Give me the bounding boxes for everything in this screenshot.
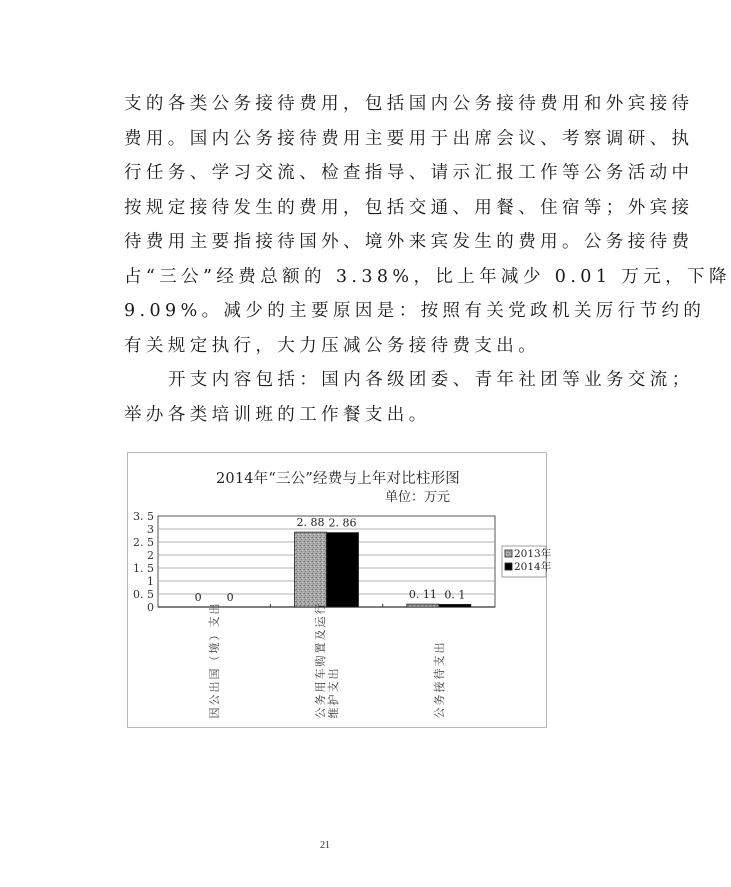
y-tick-label: 1 [147,575,154,588]
category-label [207,604,221,719]
category-label-char: 购 [314,655,327,667]
category-label-char: 出 [432,642,446,654]
category-label [313,604,340,719]
category-label-char: 置 [314,642,327,654]
category-label-char: 因 [208,707,222,719]
legend-swatch-2014 [505,563,512,570]
text-line: 待费用主要指接待国外、境外来宾发生的费用。公务接待费 [124,232,694,252]
paragraph [124,87,731,363]
bar-2014 [439,604,471,607]
bar-2013 [407,604,439,607]
category-label-char: 出 [327,668,340,680]
data-label: 0. 11 [408,588,437,602]
category-label-char: 用 [314,681,327,693]
category-label-char: 运 [314,616,327,628]
category-label-char: 出 [208,681,222,693]
category-label-char: 公 [208,694,222,706]
text-line: 9.09%。减少的主要原因是：按照有关党政机关厉行节约的 [124,301,706,321]
y-tick-label: 0 [147,601,154,614]
text-line: 行任务、学习交流、检查指导、请示汇报工作等公务活动中 [124,163,694,183]
category-label-char: 支 [327,681,340,693]
text-line: 开支内容包括：国内各级团委、青年社团等业务交流； [168,370,694,390]
legend-swatch-2013 [505,550,512,557]
category-label-char: 及 [314,629,327,641]
bar-2014 [327,533,359,607]
data-label: 0 [226,591,234,604]
category-label [432,643,446,719]
category-label-char: 支 [432,655,446,667]
chart-title: 2014年“三公”经费与上年对比柱形图 [215,471,461,487]
y-tick-label: 2. 5 [133,536,154,549]
legend-label: 2013年 [514,548,552,560]
y-tick-label: 0. 5 [133,588,154,601]
bar-2013 [295,532,327,607]
category-label-char: 国 [208,668,222,680]
y-tick-label: 1. 5 [133,562,154,575]
bar-chart [127,452,552,728]
data-label: 0 [194,591,202,604]
category-label-char: ） [208,629,222,641]
category-label-char: 务 [432,694,446,706]
text-line: 按规定接待发生的费用，包括交通、用餐、住宿等；外宾接 [124,197,694,218]
text-line: 费用。国内公务接待费用主要用于出席会议、考察调研、执 [124,128,694,149]
text-line: 支的各类公务接待费用，包括国内公务接待费用和外宾接待 [124,94,694,114]
category-label-char: 出 [208,603,222,615]
chart-canvas [128,453,552,729]
y-tick-label: 3 [147,523,154,536]
data-label: 2. 86 [328,516,357,530]
y-tick-label: 3. 5 [133,510,154,523]
y-tick-label: 2 [147,549,154,562]
category-label-char: 境 [208,642,222,654]
category-label-char: 公 [314,707,327,719]
category-label-char: 接 [432,681,446,693]
paragraph [124,363,694,432]
data-label: 2. 88 [296,516,325,530]
body-text [124,87,731,432]
category-label-char: 护 [327,694,340,706]
category-label-char: 支 [208,616,222,628]
chart-unit-label: 单位：万元 [385,490,451,505]
category-label-char: 车 [314,668,327,680]
category-label-char: 行 [314,603,327,615]
category-label-char: 公 [432,707,446,719]
category-label-char: 待 [432,668,446,680]
category-label-char: 维 [327,707,340,719]
text-line: 占“三公”经费总额的 3.38%，比上年减少 0.01 万元，下降 [124,266,731,287]
page-number: 21 [320,840,330,851]
data-label: 0. 1 [444,588,466,602]
category-label-char: 务 [314,694,327,706]
text-line: 举办各类培训班的工作餐支出。 [124,404,431,425]
text-line: 有关规定执行，大力压减公务接待费支出。 [124,335,541,356]
category-label-char: （ [208,655,222,667]
legend-label: 2014年 [514,561,552,573]
